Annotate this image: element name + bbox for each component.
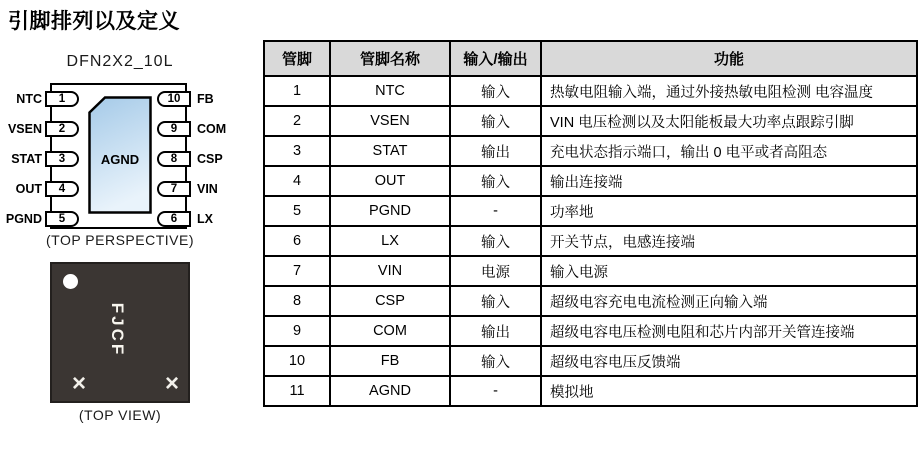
- pin-number-cell: 6: [264, 226, 330, 256]
- pin1-marker-dot-icon: [63, 274, 78, 289]
- table-row: [264, 346, 917, 376]
- pin-number-cell: 11: [264, 376, 330, 406]
- table-header-row: [264, 41, 917, 76]
- pin-pad-3: 3: [45, 151, 79, 167]
- pin-function-cell: 输入电源: [541, 256, 917, 286]
- table-row: [264, 136, 917, 166]
- pin-function-cell: 超级电容电压反馈端: [541, 346, 917, 376]
- pin-number-cell: 7: [264, 256, 330, 286]
- pin-label-vin: VIN: [197, 182, 218, 196]
- pin-function-cell: 充电状态指示端口，输出 0 电平或者高阻态: [541, 136, 917, 166]
- table-row: [264, 376, 917, 406]
- header-function: 功能: [541, 41, 917, 76]
- pin-pad-10: 10: [157, 91, 191, 107]
- pin-label-stat: STAT: [11, 152, 42, 166]
- header-pin-name: 管脚名称: [330, 41, 450, 76]
- pin-label-lx: LX: [197, 212, 213, 226]
- pin-function-cell: VIN 电压检测以及太阳能板最大功率点跟踪引脚: [541, 106, 917, 136]
- top-perspective-caption: (TOP PERSPECTIVE): [45, 232, 194, 248]
- pin-name-cell: VIN: [330, 256, 450, 286]
- table-row: [264, 226, 917, 256]
- pin-number-cell: 10: [264, 346, 330, 376]
- center-pad-agnd: [88, 96, 152, 214]
- pin-function-cell: 开关节点，电感连接端: [541, 226, 917, 256]
- corner-x-mark-left-icon: ×: [72, 370, 87, 397]
- pin-io-cell: 输入: [450, 346, 541, 376]
- pin-label-csp: CSP: [197, 152, 223, 166]
- pin-number-cell: 8: [264, 286, 330, 316]
- pin-number-cell: 2: [264, 106, 330, 136]
- pin-name-cell: OUT: [330, 166, 450, 196]
- package-diagram-section: [0, 0, 262, 455]
- pin-pad-4: 4: [45, 181, 79, 197]
- pin-label-fb: FB: [197, 92, 214, 106]
- pin-definition-table: [263, 40, 918, 407]
- pin-pad-1: 1: [45, 91, 79, 107]
- pin-name-cell: AGND: [330, 376, 450, 406]
- pin-io-cell: 输入: [450, 286, 541, 316]
- pin-function-cell: 功率地: [541, 196, 917, 226]
- pin-number-cell: 1: [264, 76, 330, 106]
- pin-label-com: COM: [197, 122, 227, 136]
- pin-pad-7: 7: [157, 181, 191, 197]
- table-row: [264, 166, 917, 196]
- pin-label-pgnd: PGND: [5, 212, 42, 226]
- package-name: DFN2X2_10L: [66, 53, 174, 70]
- pin-number-cell: 4: [264, 166, 330, 196]
- page-title: 引脚排列以及定义: [8, 10, 180, 33]
- table-row: [264, 76, 917, 106]
- pin-function-cell: 模拟地: [541, 376, 917, 406]
- table-row: [264, 286, 917, 316]
- pin-name-cell: CSP: [330, 286, 450, 316]
- pin-pad-9: 9: [157, 121, 191, 137]
- pin-pad-8: 8: [157, 151, 191, 167]
- pin-label-out: OUT: [15, 182, 42, 196]
- chip-marking: FJCF: [108, 302, 128, 357]
- pin-io-cell: 电源: [450, 256, 541, 286]
- pin-pad-2: 2: [45, 121, 79, 137]
- pin-number-cell: 9: [264, 316, 330, 346]
- pin-io-cell: 输入: [450, 76, 541, 106]
- table-row: [264, 256, 917, 286]
- pin-name-cell: LX: [330, 226, 450, 256]
- pin-io-cell: -: [450, 376, 541, 406]
- pin-function-cell: 超级电容电压检测电阻和芯片内部开关管连接端: [541, 316, 917, 346]
- table-row: [264, 196, 917, 226]
- header-pin: 管脚: [264, 41, 330, 76]
- corner-x-mark-right-icon: ×: [164, 370, 179, 397]
- top-view-caption: (TOP VIEW): [78, 407, 162, 423]
- chip-top-view-image: [50, 262, 190, 403]
- pin-io-cell: -: [450, 196, 541, 226]
- pin-name-cell: STAT: [330, 136, 450, 166]
- pin-io-cell: 输出: [450, 316, 541, 346]
- pin-name-cell: PGND: [330, 196, 450, 226]
- pin-label-vsen: VSEN: [7, 122, 42, 136]
- header-io: 输入/输出: [450, 41, 541, 76]
- pin-pad-6: 6: [157, 211, 191, 227]
- pin-name-cell: VSEN: [330, 106, 450, 136]
- pin-name-cell: FB: [330, 346, 450, 376]
- table-row: [264, 106, 917, 136]
- pin-io-cell: 输入: [450, 226, 541, 256]
- pin-name-cell: COM: [330, 316, 450, 346]
- pin-pad-5: 5: [45, 211, 79, 227]
- pin-io-cell: 输出: [450, 136, 541, 166]
- pin-label-ntc: NTC: [16, 92, 42, 106]
- pin-io-cell: 输入: [450, 166, 541, 196]
- pin-function-cell: 热敏电阻输入端，通过外接热敏电阻检测 电容温度: [541, 76, 917, 106]
- pin-number-cell: 3: [264, 136, 330, 166]
- table-row: [264, 316, 917, 346]
- pin-function-cell: 输出连接端: [541, 166, 917, 196]
- pin-io-cell: 输入: [450, 106, 541, 136]
- pin-number-cell: 5: [264, 196, 330, 226]
- pin-function-cell: 超级电容充电电流检测正向输入端: [541, 286, 917, 316]
- pin-name-cell: NTC: [330, 76, 450, 106]
- center-pad-label: AGND: [100, 152, 140, 167]
